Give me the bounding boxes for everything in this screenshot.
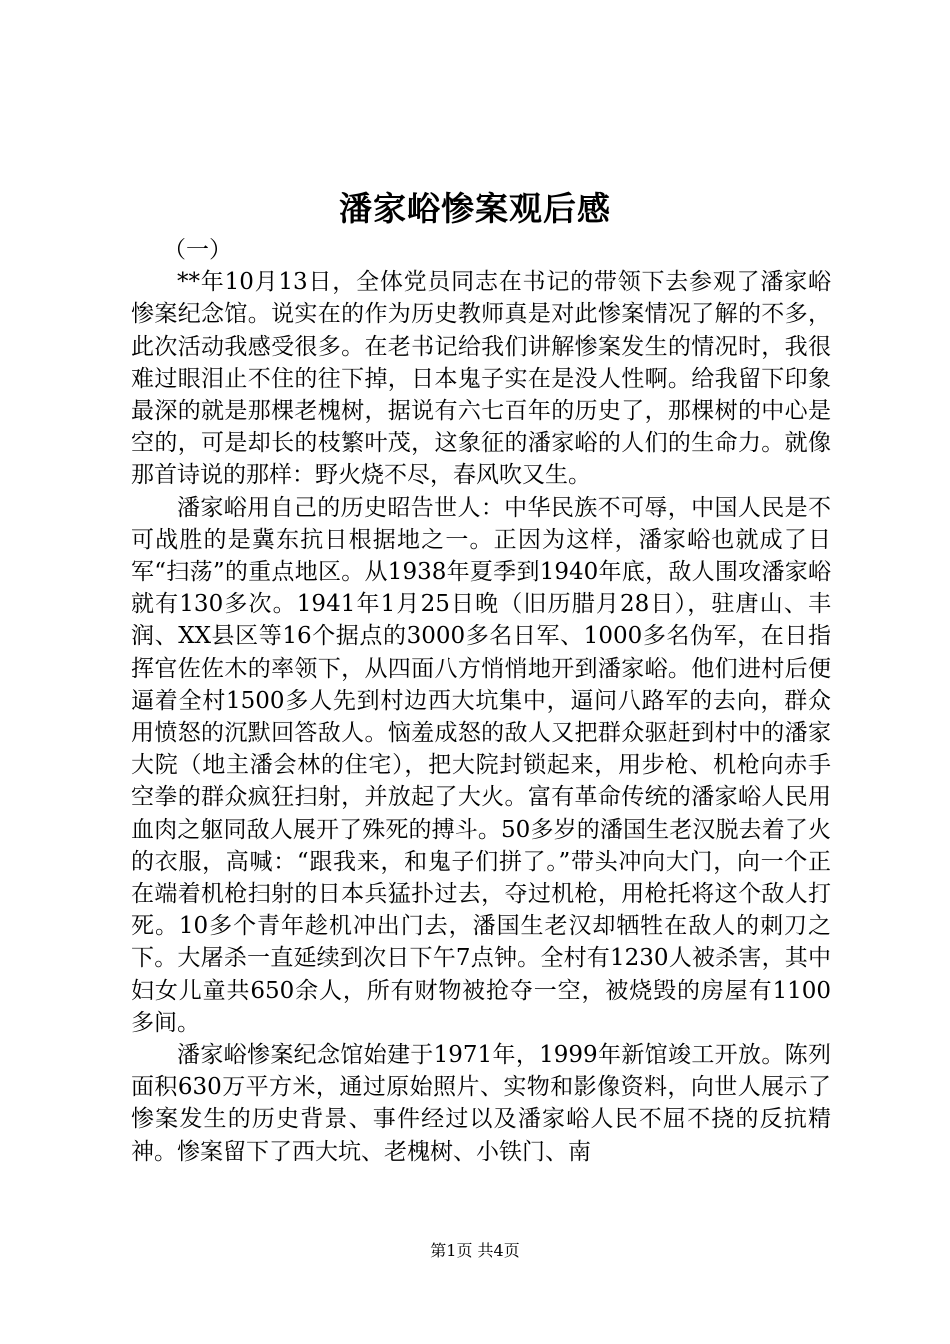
paragraph-visit: **年10月13日，全体党员同志在书记的带领下去参观了潘家峪惨案纪念馆。说实在的作为历史教师真是对此惨案情况了解的不多，此次活动我感受很多。在老书记给我们讲解惨案发生的情况时，我很难过眼泪止不住的往下掉，日本鬼子实在是没人性啊。给我留下印象最深的就是那棵老槐树，据说有六七百年的历史了，那棵树的中心是空的，可是却长的枝繁叶茂，这象征的潘家峪的人们的生命力。就像那首诗说的那样：野火烧不尽，春风吹又生。 bbox=[131, 269, 831, 489]
document-title: 潘家峪惨案观后感 bbox=[339, 189, 611, 228]
section-label: （一） bbox=[163, 237, 232, 263]
paragraph-massacre-history: 潘家峪用自己的历史昭告世人：中华民族不可辱，中国人民是不可战胜的是冀东抗日根据地之一。正因为这样，潘家峪也就成了日军“扫荡”的重点地区。从1938年夏季到1940年底，敌人围攻潘家峪就有130多次。1941年1月25日晚（旧历腊月28日），驻唐山、丰润、XX县区等16个据点的3000多名日军、1000多名伪军，在日指挥官佐佐木的率领下，从四面八方悄悄地开到潘家峪。他们进村后便逼着全村1500多人先到村边西大坑集中，逼问八路军的去向，群众用愤怒的沉默回答敌人。恼羞成怒的敌人又把群众驱赶到村中的潘家大院（地主潘会林的住宅），把大院封锁起来，用步枪、机枪向赤手空拳的群众疯狂扫射，并放起了大火。富有革命传统的潘家峪人民用血肉之躯同敌人展开了殊死的搏斗。50多岁的潘国生老汉脱去着了火的衣服，高喊：“跟我来，和鬼子们拼了。”带头冲向大门，向一个正在端着机枪扫射的日本兵猛扑过去，夺过机枪，用枪托将这个敌人打死。10多个青年趁机冲出门去，潘国生老汉却牺牲在敌人的刺刀之下。大屠杀一直延续到次日下午7点钟。全村有1230人被杀害，其中妇女儿童共650余人，所有财物被抢夺一空，被烧毁的房屋有1100多间。 bbox=[131, 494, 831, 1036]
page-footer: 第1页 共4页 bbox=[430, 1241, 520, 1260]
document-body bbox=[131, 234, 831, 1168]
paragraph-memorial-hall: 潘家峪惨案纪念馆始建于1971年，1999年新馆竣工开放。陈列面积630万平方米，通过原始照片、实物和影像资料，向世人展示了惨案发生的历史背景、事件经过以及潘家峪人民不屈不挠的反抗精神。惨案留下了西大坑、老槐树、小铁门、南 bbox=[131, 1042, 831, 1165]
